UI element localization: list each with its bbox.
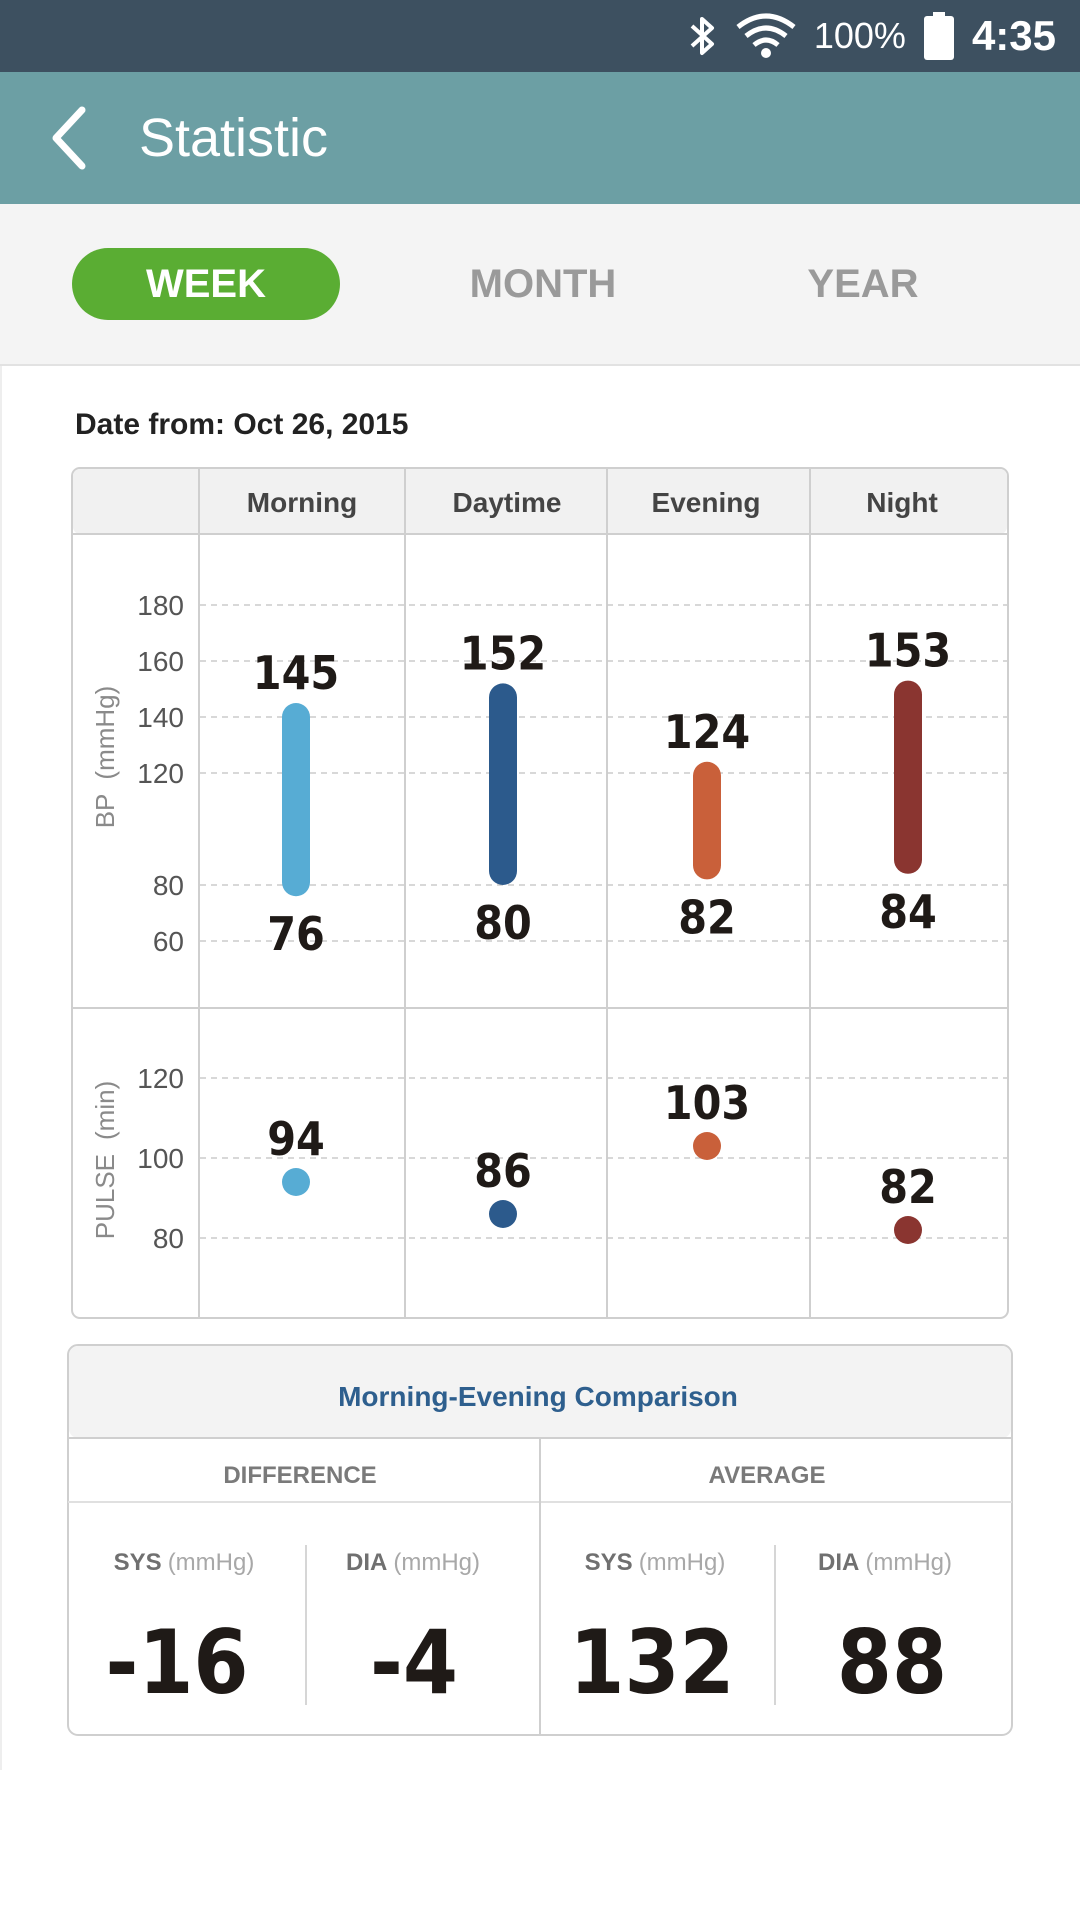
bp-tick-label: 180 (137, 590, 184, 621)
average-sys-value: 132 (569, 1611, 735, 1714)
pulse-label-night: 82 (879, 1160, 937, 1214)
bp-tick-label: 160 (137, 646, 184, 677)
column-header-night: Night (866, 487, 938, 518)
diastolic-label-night: 84 (879, 884, 937, 939)
chart-table-frame (72, 468, 1008, 1318)
difference-sys-label: SYS (mmHg) (113, 1549, 255, 1576)
tab-week[interactable]: WEEK (72, 248, 340, 320)
difference-sys-value: -16 (105, 1611, 249, 1714)
comparison-title: Morning-Evening Comparison (338, 1381, 738, 1412)
pulse-tick-label: 100 (137, 1143, 184, 1174)
bp-tick-label: 140 (137, 702, 184, 733)
systolic-label-morning: 145 (252, 646, 340, 700)
systolic-label-evening: 124 (663, 704, 751, 759)
pulse-dot-night (894, 1216, 922, 1244)
bp-tick-label: 120 (137, 758, 184, 789)
diastolic-label-morning: 76 (267, 907, 325, 962)
page-title: Statistic (139, 108, 329, 168)
bp-bar-morning (282, 703, 310, 896)
average-header: AVERAGE (708, 1462, 826, 1489)
difference-dia-label: DIA (mmHg) (346, 1549, 480, 1576)
difference-header: DIFFERENCE (223, 1462, 377, 1489)
bp-bar-evening (693, 762, 721, 880)
systolic-label-daytime: 152 (459, 626, 547, 681)
column-header-evening: Evening (651, 487, 761, 518)
pulse-tick-label: 120 (137, 1063, 184, 1094)
tab-month[interactable]: MONTH (469, 262, 617, 306)
pulse-tick-label: 80 (152, 1223, 184, 1254)
pulse-label-daytime: 86 (474, 1144, 532, 1198)
bp-bar-daytime (489, 683, 517, 885)
difference-dia-value: -4 (370, 1611, 458, 1714)
bp-bar-night (894, 681, 922, 874)
systolic-label-night: 153 (864, 623, 952, 678)
diastolic-label-daytime: 80 (474, 896, 532, 950)
bp-axis-title: BP(mmHg) (90, 685, 120, 829)
pulse-dot-evening (693, 1132, 721, 1160)
pulse-dot-daytime (489, 1200, 517, 1228)
pulse-label-morning: 94 (267, 1112, 325, 1166)
bp-tick-label: 80 (152, 870, 184, 901)
average-dia-label: DIA (mmHg) (818, 1549, 952, 1576)
average-dia-value: 88 (836, 1611, 948, 1714)
pulse-dot-morning (282, 1168, 310, 1196)
diastolic-label-evening: 82 (678, 890, 736, 945)
pulse-axis-title: PULSE(min) (90, 1080, 120, 1240)
battery-percent: 100% (813, 15, 906, 56)
tab-year[interactable]: YEAR (807, 262, 919, 306)
average-sys-label: SYS (mmHg) (584, 1549, 726, 1576)
clock: 4:35 (971, 12, 1056, 59)
column-header-morning: Morning (246, 487, 358, 518)
date-from-label: Date from: Oct 26, 2015 (75, 408, 409, 441)
bp-tick-label: 60 (152, 926, 184, 957)
column-header-daytime: Daytime (452, 487, 562, 518)
pulse-label-evening: 103 (663, 1076, 751, 1130)
